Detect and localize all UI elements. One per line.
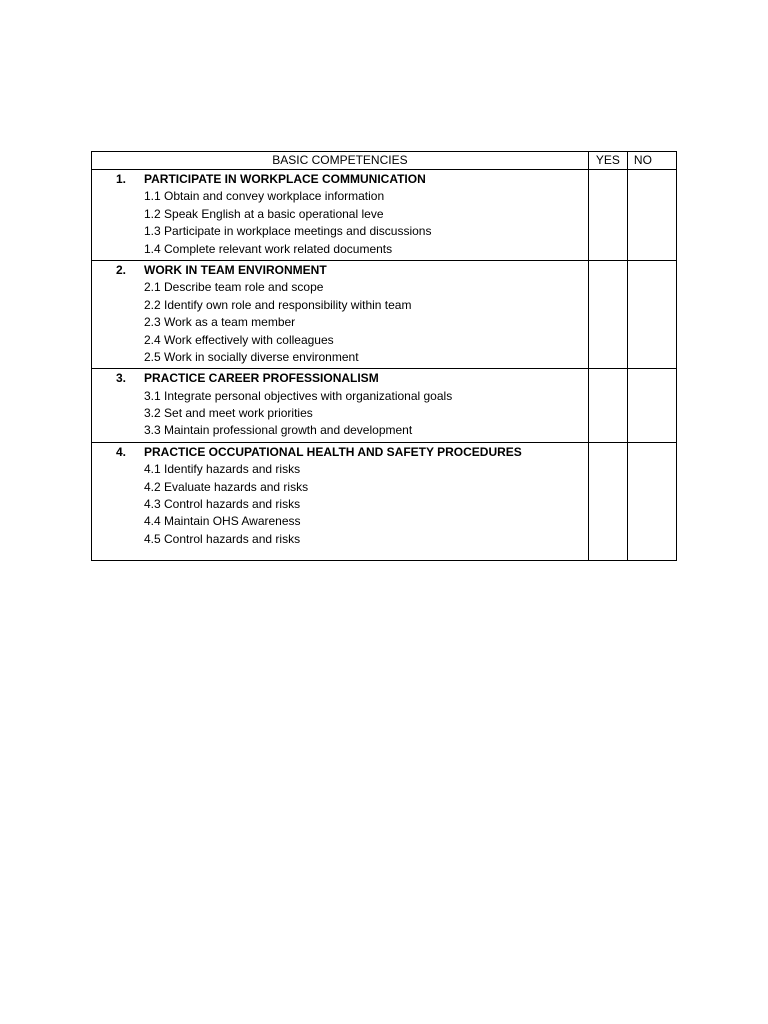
no-checkbox-cell[interactable]	[627, 260, 676, 368]
competency-item: 1.4 Complete relevant work related documents	[144, 241, 393, 256]
yes-checkbox-cell[interactable]	[588, 170, 627, 261]
competency-item: 4.2 Evaluate hazards and risks	[144, 479, 309, 494]
no-checkbox-cell[interactable]	[627, 369, 676, 443]
header-yes: YES	[588, 152, 627, 170]
section-number: 2.	[116, 262, 127, 277]
competency-item: 4.1 Identify hazards and risks	[144, 462, 301, 477]
section-title: WORK IN TEAM ENVIRONMENT	[144, 262, 327, 277]
yes-checkbox-cell[interactable]	[588, 442, 627, 560]
header-basic-competencies: BASIC COMPETENCIES	[92, 152, 589, 170]
no-checkbox-cell[interactable]	[627, 442, 676, 560]
competency-item: 3.2 Set and meet work priorities	[144, 406, 313, 421]
competency-item: 3.3 Maintain professional growth and development	[144, 423, 413, 438]
section-number: 4.	[116, 444, 127, 459]
competency-item: 2.4 Work effectively with colleagues	[144, 332, 334, 347]
section-heading	[92, 171, 588, 188]
section-number: 3.	[116, 371, 127, 386]
competencies-table	[91, 151, 677, 561]
yes-checkbox-cell[interactable]	[588, 369, 627, 443]
competency-item: 4.5 Control hazards and risks	[144, 531, 301, 546]
section-title: PRACTICE CAREER PROFESSIONALISM	[144, 371, 379, 386]
competency-item: 1.1 Obtain and convey workplace information	[144, 189, 385, 204]
competency-item: 4.3 Control hazards and risks	[144, 497, 301, 512]
section-heading	[92, 370, 588, 387]
section-cell	[92, 442, 589, 560]
section-cell	[92, 369, 589, 443]
competency-item: 4.4 Maintain OHS Awareness	[144, 514, 301, 529]
yes-checkbox-cell[interactable]	[588, 260, 627, 368]
competency-item: 2.5 Work in socially diverse environment	[144, 349, 359, 364]
section-row-4	[92, 442, 677, 560]
section-title: PARTICIPATE IN WORKPLACE COMMUNICATION	[144, 172, 426, 186]
section-row-1	[92, 170, 677, 261]
header-no: NO	[627, 152, 676, 170]
competency-item: 1.2 Speak English at a basic operational leve	[144, 206, 384, 221]
section-heading	[92, 444, 588, 461]
section-row-3	[92, 369, 677, 443]
section-cell	[92, 260, 589, 368]
table-header-row	[92, 152, 677, 170]
section-cell	[92, 170, 589, 261]
competency-item: 3.1 Integrate personal objectives with organizational goals	[144, 388, 453, 403]
section-title: PRACTICE OCCUPATIONAL HEALTH AND SAFETY PROCEDURES	[144, 444, 522, 459]
competency-item: 1.3 Participate in workplace meetings and discussions	[144, 224, 432, 239]
no-checkbox-cell[interactable]	[627, 170, 676, 261]
section-row-2	[92, 260, 677, 368]
competency-item: 2.1 Describe team role and scope	[144, 280, 324, 295]
competency-item: 2.2 Identify own role and responsibility within team	[144, 297, 412, 312]
section-number: 1.	[116, 172, 127, 186]
competency-item: 2.3 Work as a team member	[144, 315, 296, 330]
section-heading	[92, 262, 588, 279]
